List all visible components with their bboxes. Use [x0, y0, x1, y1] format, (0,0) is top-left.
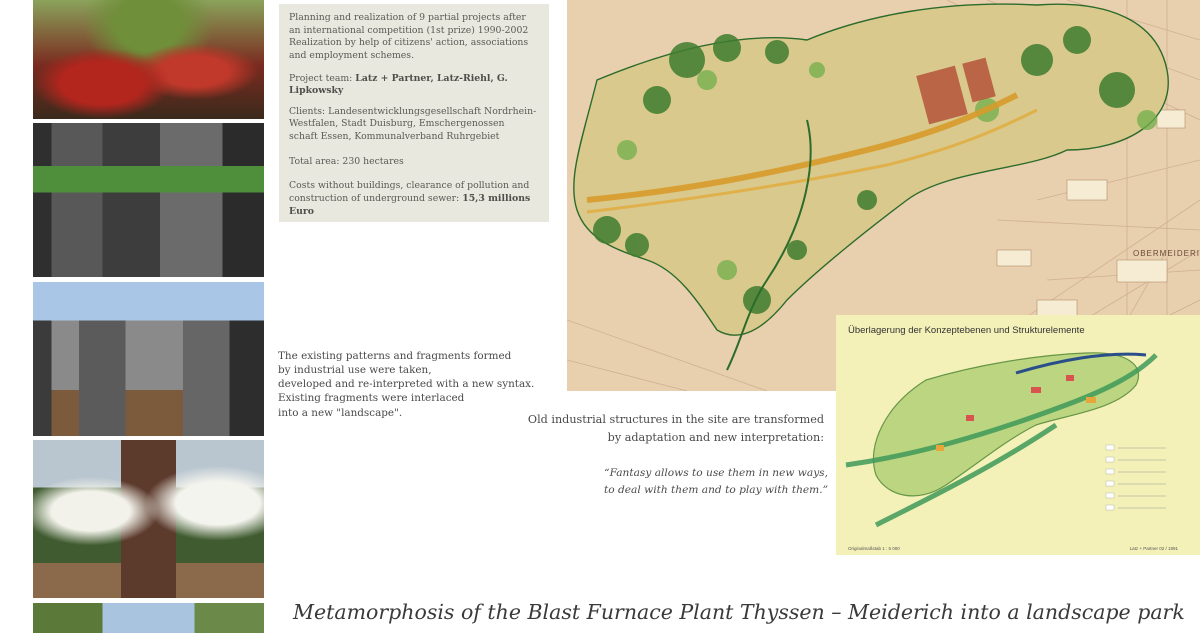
photo-concrete-bunker-garden [33, 123, 264, 277]
costs-text: Costs without buildings, clearance of pollution and construction of underground sewer: 15,3 millions Euro [289, 180, 531, 217]
photo-bunker-gravel-court [33, 282, 264, 436]
concept-map-footer: Originalmaßstab 1 : 5 000 Latz + Partner 02 / 1991 [848, 546, 1178, 551]
obermeiderich-label: OBERMEIDERI [1133, 249, 1200, 258]
total-area: Total area: 230 hectares [289, 155, 404, 167]
photo-red-ivy-bridge [33, 0, 264, 119]
project-team: Project team: Latz + Partner, Latz-Riehl, G. Lipkowsky [289, 72, 508, 97]
competition-text: Planning and realization of 9 partial projects after an international competition (1st prize) 1990-2002 Realization by help of citizens' action, associations and employment schemes. [289, 12, 529, 61]
photo-park-sky [33, 603, 264, 633]
clients-text: Clients: Landesentwicklungsgesellschaft Nordrhein- Westfalen, Stadt Duisburg, Emschergenossen schaft Essen, Kommunalverband Ruhrgebiet [289, 105, 537, 143]
concept-map-drawing [836, 315, 1200, 555]
patterns-paragraph: The existing patterns and fragments formed by industrial use were taken, developed and re-interpreted with a new syntax. Existing fragments were interlaced into a new "landscape". [278, 350, 535, 419]
photo-blast-furnace-blossoms [33, 440, 264, 598]
fantasy-quote: “Fantasy allows to use them in new ways, to deal with them and to play with them.” [604, 467, 828, 496]
old-structures-paragraph: Old industrial structures in the site are transformed by adaptation and new interpretation: [527, 413, 824, 444]
concept-map-title: Überlagerung der Konzeptebenen und Strukturelemente [848, 325, 1085, 336]
page-title: Metamorphosis of the Blast Furnace Plant Thyssen – Meiderich into a landscape park [293, 600, 1185, 624]
concept-layers-map [836, 315, 1200, 555]
project-info-box [279, 4, 549, 222]
